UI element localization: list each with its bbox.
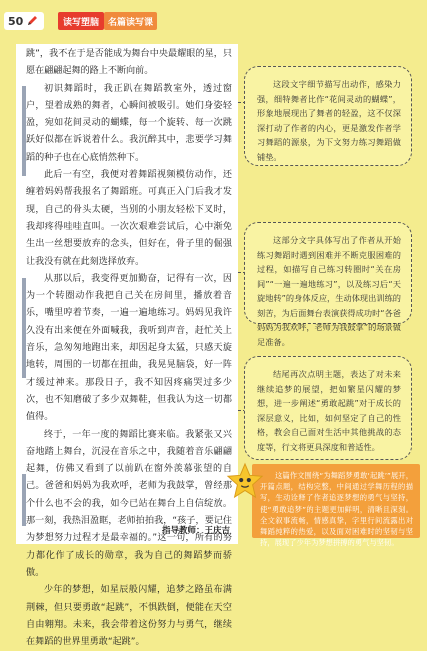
highlight-bar (22, 86, 26, 176)
essay-body (16, 44, 238, 648)
essay-paragraph: 从那以后，我变得更加勤奋，记得有一次，因为一个转圈动作我把自己关在房间里，播放着音乐，嘴里哼着节奏，一遍一遍地练习。妈妈见我许久没有出来便在外面喊我，我听到声音，赶忙关上音乐，急匆匆地跑出来，却因起身太猛，只感天旋地转，周围的一切都在扭曲，我晃晃脑袋，好一阵才缓过神来。那段日子，我不知因疼痛哭过多少次，也不知磨破了多少双舞鞋，但我认为这一切都值得。 (26, 273, 232, 423)
summary-text: 这篇作文围绕“为舞蹈梦勇敢‘起跳’”展开，开篇点题，结构完整，中间通过学舞历程的描写，生动诠释了作者追逐梦想的勇气与坚持，使“勇敢追梦”的主题更加鲜明，清晰且深刻。全文叙事流畅，情感真挚，字里行间流露出对舞蹈纯粹的热爱，以及面对困难时的坚韧与坚持，展现了少年为梦想拼搏的勇气与坚韧。 (260, 471, 413, 548)
summary-box (252, 464, 420, 548)
annotation-text: 结尾再次点明主题，表达了对未来继续追梦的展望，把如繁星闪耀的梦想，进一步阐述“勇敢起跳”对于成长的深层意义，比如，如何坚定了自己的性格，教会自己面对生活中其他挑战的态度等，行文将更具深度和普适性。 (257, 369, 401, 452)
page-number: 50 (8, 14, 24, 28)
essay-paragraph: 终于，一年一度的舞蹈比赛来临。我紧张又兴奋地踏上舞台，沉浸在音乐之中，我随着音乐翩翩起舞，仿佛又看到了以前趴在窗外羡慕张望的自己。爸爸和妈妈为我欢呼，老师为我鼓掌，曾经那个什么也不会的我，如今已站在舞台上自信绽放。那一刻，我热泪盈眶，老师拍拍我，“孩子，要记住为梦想努力过程才是最幸福的。”这一句，所有的努力都化作了成长的勋章，我为自己的舞蹈梦而骄傲。 (26, 429, 232, 578)
annotation-note (244, 66, 412, 166)
annotation-note (244, 222, 412, 347)
annotation-text: 这段文字细节描写出动作，感染力强，细特舞者比作“花间灵动的蝴蝶”，形象地展现出了舞者的轻盈，这不仅深深打动了作者的内心，更是激发作者学习舞蹈的源泉，为下文努力练习舞蹈做铺垫。 (257, 79, 401, 162)
annotation-note (244, 356, 412, 460)
highlight-bar (22, 278, 26, 378)
page-number-badge (4, 12, 44, 30)
signature: 指导教师：王庆吉 (161, 526, 230, 536)
pencil-icon (26, 15, 38, 27)
essay-paragraph: 少年的梦想，如星辰般闪耀，追梦之路虽布满荆棘，但只要勇敢“起跳”，不惧跌倒，便能在天空自由翱翔。未来，我会带着这份努力与勇气，继续在舞蹈的世界里勇敢“起跳”。 (26, 585, 232, 648)
essay-paragraph: 此后一有空，我便对着舞蹈视频模仿动作，还缠着妈妈帮我报名了舞蹈班。可真正入门后我才发现，自己的骨头太硬，当别的小朋友轻松下叉时，我却疼得哇哇直叫。一次次艰难尝试后，心中渐免生出一丝想要放弃的念头，但好在，骨子里的倔强让我没有就在此刻选择放弃。 (26, 170, 232, 267)
section-tag-primary: 读写塑脑 (58, 12, 104, 30)
star-mascot-icon (226, 462, 264, 500)
highlight-bar (22, 474, 26, 526)
page-header (0, 0, 427, 40)
essay-paragraph: 初识舞蹈时，我正趴在舞蹈教室外，透过窗户，望着成熟的舞者，心瞬间被吸引。她们身姿轻盈，宛如花间灵动的蝴蝶，每一个旋转、每一次跳跃好似都在诉说着什么。我沉醉其中，悲要学习舞蹈的种子也在心底悄然种下。 (26, 83, 232, 163)
essay-paragraph: 跳”，我不在于是否能成为舞台中央最耀眼的星，只愿在翩翩起舞的路上不断向前。 (26, 49, 232, 77)
section-tag-secondary: 名篇读写课 (104, 12, 157, 30)
annotation-text: 这部分文字具体写出了作者从开始练习舞蹈时遇到困难并不断克服困难的过程，如描写自己练习转圈时“关在房间”“一遍一遍地练习”，以及练习后“天旋地转”的身体反应，生动体现出训练的刻苦，为后面舞台表演获得成功时“各爸妈妈为我欢呼，老师为我鼓掌”的场景做足准备。 (257, 235, 401, 347)
